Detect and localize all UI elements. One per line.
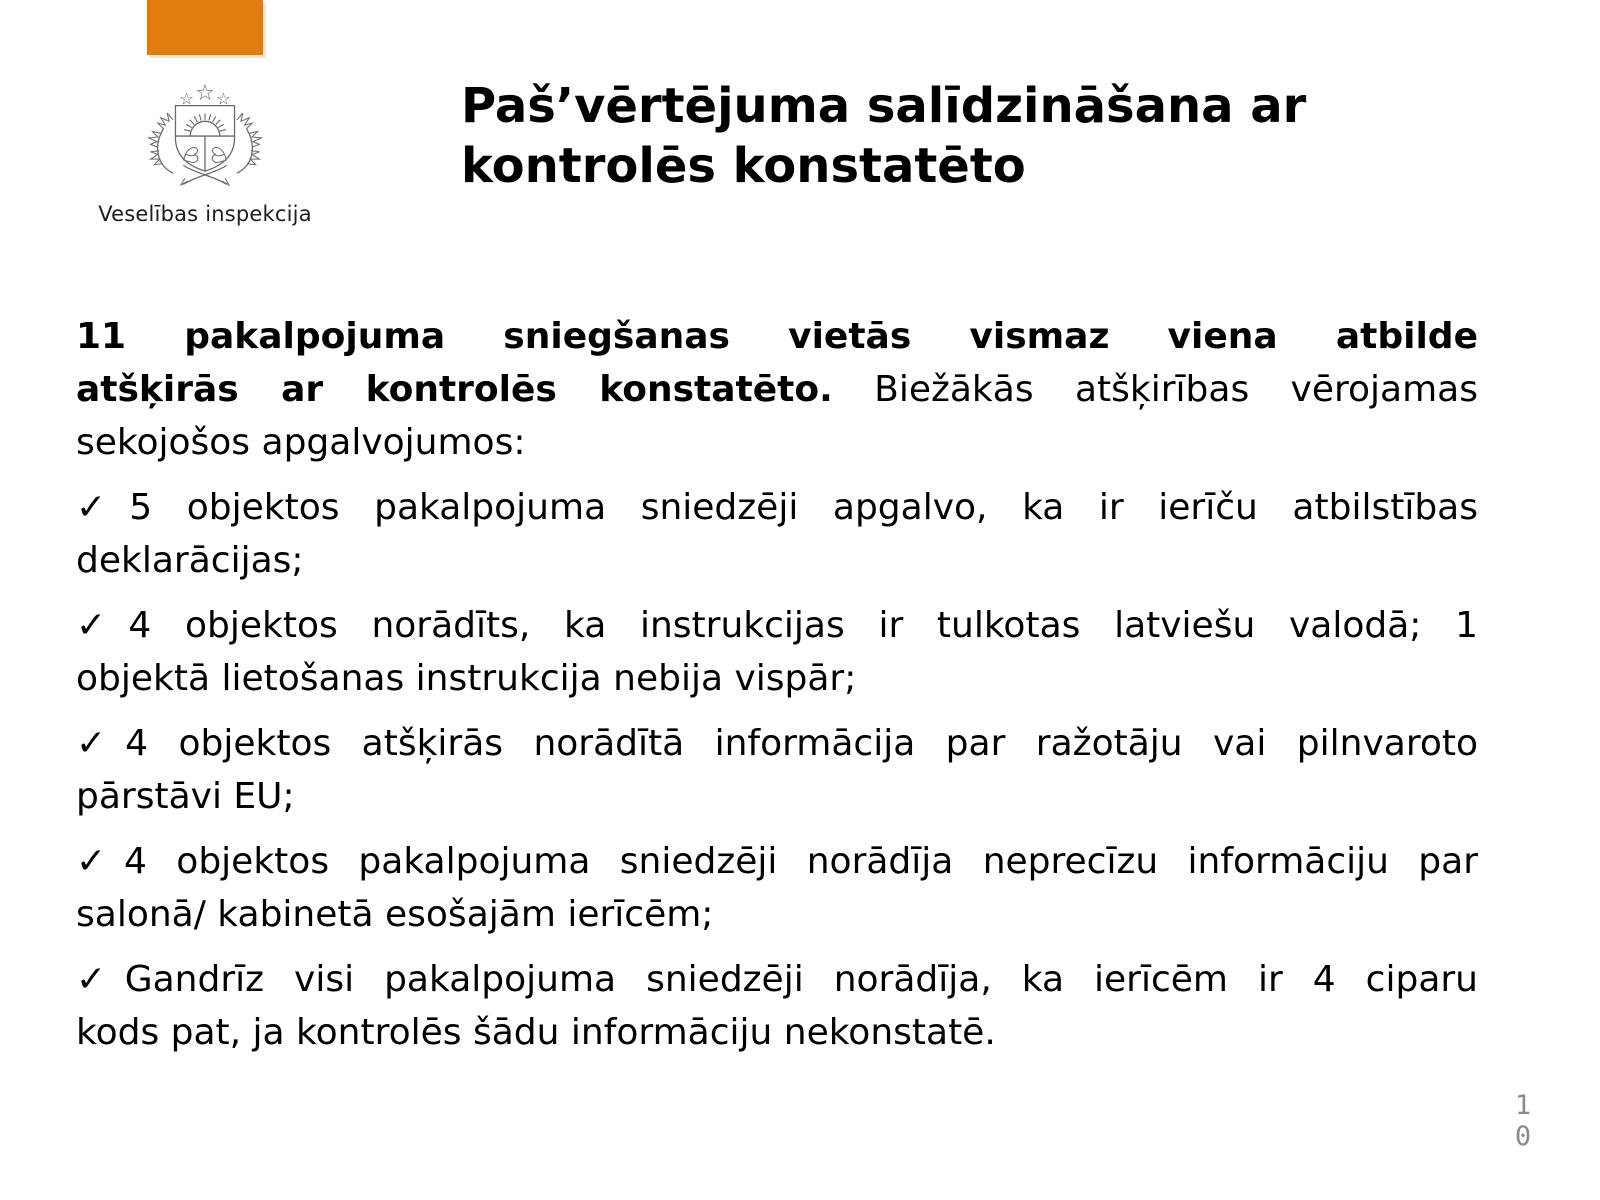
text-line	[76, 481, 1478, 534]
text-line	[76, 363, 1478, 416]
text-line	[76, 717, 1478, 770]
paragraph	[76, 599, 1478, 705]
paragraph	[76, 835, 1478, 941]
text-line	[76, 310, 1478, 363]
text-segment: ✓Gandrīz visi pakalpojuma sniedzēji norādīja, ka ierīcēm ir 4 ciparu	[76, 959, 1478, 1000]
text-segment: ✓5 objektos pakalpojuma sniedzēji apgalvo, ka ir ierīču atbilstības	[76, 487, 1478, 528]
text-segment: sekojošos apgalvojumos:	[76, 422, 526, 463]
text-line	[76, 416, 1478, 469]
title-line-1: Paš’vērtējuma salīdzināšana ar	[461, 78, 1307, 134]
text-segment: Biežākās atšķirības vērojamas	[832, 369, 1478, 410]
latvia-coat-of-arms-icon	[145, 74, 265, 200]
page-title	[461, 76, 1391, 196]
paragraph	[76, 481, 1478, 587]
page-number-line: 0	[1514, 1121, 1532, 1152]
text-segment: ✓4 objektos pakalpojuma sniedzēji norādīja neprecīzu informāciju par	[76, 841, 1478, 882]
text-segment: pārstāvi EU;	[76, 776, 295, 817]
bold-text-segment: 11 pakalpojuma sniegšanas vietās vismaz viena atbilde	[76, 316, 1478, 357]
svg-text:☆: ☆	[179, 89, 194, 109]
paragraph	[76, 310, 1478, 469]
text-segment: deklarācijas;	[76, 540, 304, 581]
svg-text:☆: ☆	[216, 89, 231, 109]
text-segment: ✓4 objektos atšķirās norādītā informācija par ražotāju vai pilnvaroto	[76, 723, 1478, 764]
text-line	[76, 652, 1478, 705]
bold-text-segment: atšķirās ar kontrolēs konstatēto.	[76, 369, 833, 410]
text-line	[76, 953, 1478, 1006]
logo-caption: Veselības inspekcija	[98, 202, 312, 226]
logo-accent-bar	[147, 0, 263, 55]
text-segment: salonā/ kabinetā esošajām ierīcēm;	[76, 894, 714, 935]
body-text	[76, 310, 1478, 1071]
text-line	[76, 835, 1478, 888]
svg-text:☆: ☆	[195, 80, 215, 107]
title-line-2: kontrolēs konstatēto	[461, 138, 1026, 194]
text-segment: ✓4 objektos norādīts, ka instrukcijas ir tulkotas latviešu valodā; 1	[76, 605, 1478, 646]
text-line	[76, 534, 1478, 587]
text-line	[76, 599, 1478, 652]
text-line	[76, 770, 1478, 823]
text-segment: kods pat, ja kontrolēs šādu informāciju nekonstatē.	[76, 1012, 996, 1053]
text-line	[76, 1006, 1478, 1059]
page-number-line: 1	[1514, 1090, 1532, 1121]
paragraph	[76, 717, 1478, 823]
page-number	[1508, 1090, 1538, 1152]
text-line	[76, 888, 1478, 941]
paragraph	[76, 953, 1478, 1059]
text-segment: objektā lietošanas instrukcija nebija vispār;	[76, 658, 857, 699]
